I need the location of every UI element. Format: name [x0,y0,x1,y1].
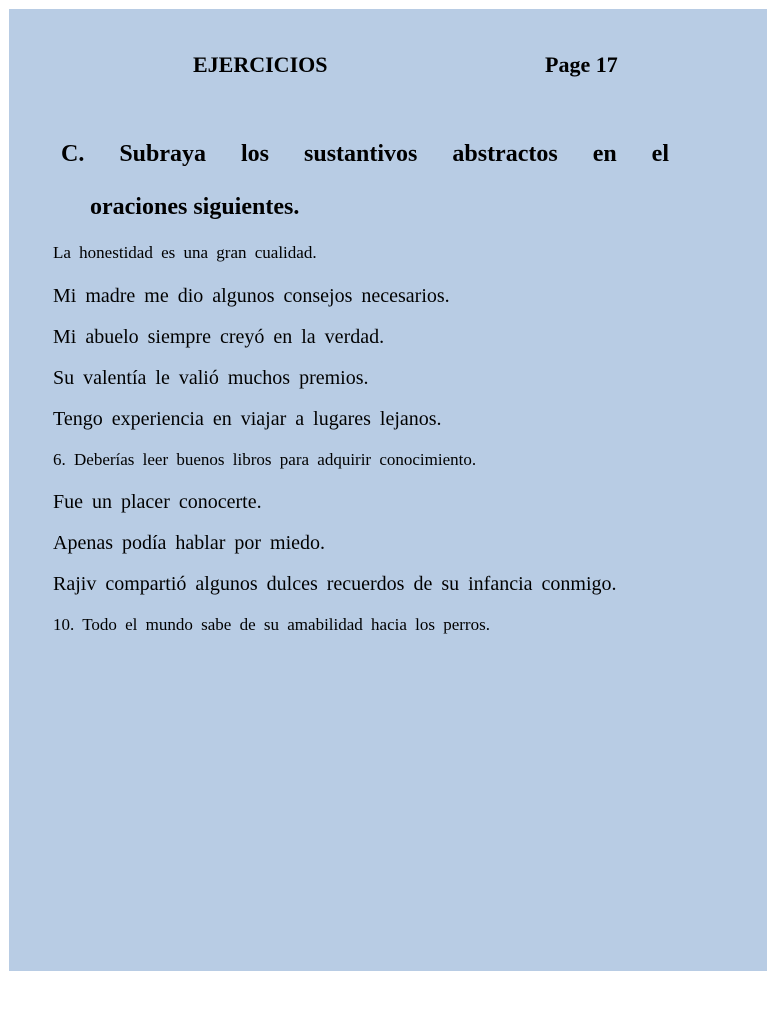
sentence-4: Su valentía le valió muchos premios. [53,367,369,389]
instruction-word: abstractos [452,141,558,167]
instruction-word: el [651,141,669,167]
sentence-5: Tengo experiencia en viajar a lugares lejanos. [53,408,442,430]
worksheet-page [9,9,767,971]
page-number: Page 17 [545,52,618,77]
sentence-10: 10. Todo el mundo sabe de su amabilidad hacia los perros. [53,615,490,634]
instruction-word: Subraya [119,141,207,167]
sentence-9: Rajiv compartió algunos dulces recuerdos de su infancia conmigo. [53,573,617,595]
instruction-word: sustantivos [304,141,418,167]
header-title: EJERCICIOS [193,52,328,77]
sentence-1: La honestidad es una gran cualidad. [53,243,317,262]
instruction-word: C. [61,141,85,167]
sentence-3: Mi abuelo siempre creyó en la verdad. [53,326,385,348]
sentence-8: Apenas podía hablar por miedo. [53,532,326,554]
sentence-2: Mi madre me dio algunos consejos necesarios. [53,285,450,307]
instruction-word: los [241,141,270,167]
instruction-line-2: oraciones siguientes. [90,194,300,220]
instruction-line-1 [61,141,669,168]
sentence-6: 6. Deberías leer buenos libros para adquirir conocimiento. [53,450,477,469]
sentence-7: Fue un placer conocerte. [53,491,262,513]
instruction-word: en [592,141,617,167]
